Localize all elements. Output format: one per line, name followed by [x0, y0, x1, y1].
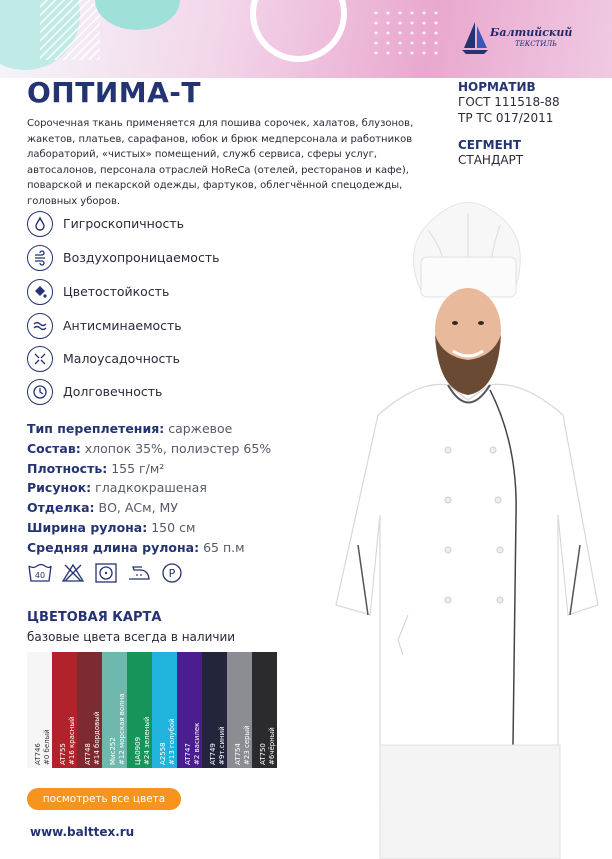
swatch-code: AT749 — [209, 743, 217, 765]
color-swatch[interactable] — [27, 652, 52, 768]
spec-value: 150 см — [151, 519, 196, 535]
swatch-color-name: #23 серый — [243, 725, 251, 765]
swatch-code: AT748 — [84, 743, 92, 765]
spec-row — [27, 538, 271, 558]
view-all-colors-button[interactable]: посмотреть все цвета — [27, 788, 181, 810]
dry-clean-letter: P — [168, 567, 176, 580]
norm-line: ГОСТ 111518-88 — [458, 95, 560, 109]
spec-row — [27, 459, 271, 479]
logo-name: Балтийский — [490, 26, 573, 39]
swatch-code: AT747 — [184, 743, 192, 765]
spec-value: 155 г/м² — [111, 460, 165, 476]
clock-icon — [27, 379, 53, 405]
feature-item — [27, 346, 287, 376]
brand-logo[interactable] — [460, 18, 590, 60]
swatch-label — [134, 653, 152, 765]
feature-item — [27, 379, 287, 409]
logo-subtitle: ТЕКСТИЛЬ — [515, 40, 557, 48]
swatch-label — [34, 653, 52, 765]
feature-label: Долговечность — [63, 384, 163, 399]
spec-row — [27, 419, 271, 439]
spec-value: 65 п.м — [203, 539, 245, 555]
professional-clean-p-icon — [159, 562, 185, 584]
spec-row — [27, 518, 271, 538]
feature-item — [27, 211, 287, 241]
color-swatch[interactable] — [252, 652, 277, 768]
norm-line: ТР ТС 017/2011 — [458, 111, 554, 125]
chef-photo — [318, 185, 612, 859]
iron-icon — [126, 562, 152, 584]
swatch-code: AT754 — [234, 743, 242, 765]
norm-segment-block — [458, 80, 598, 168]
no-bleach-icon — [60, 562, 86, 584]
swatch-color-name: #9т.синий — [218, 726, 226, 765]
spec-key: Тип переплетения: — [27, 421, 165, 436]
swatch-color-name: #6чёрный — [268, 727, 276, 765]
website-link[interactable]: www.balttex.ru — [30, 825, 135, 839]
swatch-color-name: #2 василек — [193, 722, 201, 765]
swatch-label — [84, 653, 102, 765]
swatch-color-name: #14 бордовый — [93, 711, 101, 765]
color-swatch[interactable] — [152, 652, 177, 768]
spec-key: Средняя длина рулона: — [27, 539, 200, 555]
feature-item — [27, 245, 287, 275]
color-swatch[interactable] — [127, 652, 152, 768]
segment-value: СТАНДАРТ — [458, 153, 524, 167]
tumble-dry-icon — [93, 562, 119, 584]
feature-label: Воздухопроницаемость — [63, 250, 220, 265]
swatch-color-name: #12 морская волна — [118, 693, 126, 765]
swatch-code: AT750 — [259, 743, 267, 765]
spec-list — [27, 419, 271, 558]
wash-temp: 40 — [34, 571, 46, 580]
swatch-code: AT746 — [34, 743, 42, 765]
norm-heading: НОРМАТИВ — [458, 80, 536, 94]
color-swatch[interactable] — [227, 652, 252, 768]
spec-value: гладкокрашеная — [95, 480, 207, 496]
feature-label: Гигроскопичность — [63, 216, 184, 231]
swatch-label — [209, 653, 227, 765]
spec-key: Отделка: — [27, 500, 95, 516]
swatch-code: Мис252 — [109, 737, 117, 765]
drops-icon — [27, 211, 53, 237]
spec-row — [27, 478, 271, 498]
feature-label: Цветостойкость — [63, 284, 170, 299]
swatch-label — [59, 653, 77, 765]
color-swatch[interactable] — [77, 652, 102, 768]
color-swatch[interactable] — [52, 652, 77, 768]
feature-label: Антисминаемость — [63, 318, 182, 333]
wash-40-icon — [27, 562, 53, 584]
feature-item — [27, 279, 287, 309]
spec-key: Состав: — [27, 440, 81, 456]
fabric-description: Сорочечная ткань применяется для пошива сорочек, халатов, блузонов, жакетов, платьев, сарафанов, юбок и брюк медперсонала и работников лабораторий, «чистых» помещений, служб сервиса, сферы услуг, автосалонов, персонала отраслей HoReCa (отелей, ресторанов и кафе), поварской и пекарской одежды, фартуков, облегчённой спецодежды, головных уборов. — [27, 118, 414, 207]
segment-heading: СЕГМЕНТ — [458, 138, 522, 152]
page-title: ОПТИМА-Т — [27, 76, 202, 109]
spec-key: Рисунок: — [27, 480, 92, 496]
swatch-code: ЦА0909 — [134, 736, 142, 765]
paint-bucket-icon — [27, 279, 53, 305]
spec-value: хлопок 35%, полиэстер 65% — [84, 440, 272, 456]
swatch-label — [184, 653, 202, 765]
decor-ring — [250, 0, 347, 62]
spec-key: Ширина рулона: — [27, 519, 148, 535]
care-symbols — [27, 562, 185, 584]
shrink-arrows-icon — [27, 346, 53, 372]
swatch-color-name: #24 зеленый — [143, 716, 151, 765]
color-swatch[interactable] — [202, 652, 227, 768]
decor-stripes — [40, 0, 100, 60]
decor-circle — [95, 0, 180, 30]
air-icon — [27, 245, 53, 271]
swatch-color-name: #16 красный — [68, 716, 76, 765]
feature-item — [27, 313, 287, 343]
spec-key: Плотность: — [27, 460, 108, 476]
decor-dots — [370, 8, 440, 58]
spec-value: саржевое — [168, 421, 233, 436]
spec-row — [27, 439, 271, 459]
color-swatch[interactable] — [177, 652, 202, 768]
swatch-code: A2558 — [159, 742, 167, 765]
feature-label: Малоусадочность — [63, 351, 181, 366]
swatch-label — [234, 653, 252, 765]
swatch-color-name: #0 белый — [43, 729, 51, 765]
swatch-label — [259, 653, 277, 765]
swatch-code: AT755 — [59, 743, 67, 765]
palette-subtitle: базовые цвета всегда в наличии — [27, 630, 236, 644]
swatch-color-name: #13 голубой — [168, 718, 176, 765]
color-swatches — [27, 652, 277, 768]
color-swatch[interactable] — [102, 652, 127, 768]
palette-title: ЦВЕТОВАЯ КАРТА — [27, 610, 162, 625]
spec-row — [27, 498, 271, 518]
swatch-label — [109, 653, 127, 765]
fabric-wave-icon — [27, 313, 53, 339]
sailboat-icon — [460, 20, 490, 56]
spec-value: ВО, АСм, МУ — [98, 500, 178, 516]
swatch-label — [159, 653, 177, 765]
